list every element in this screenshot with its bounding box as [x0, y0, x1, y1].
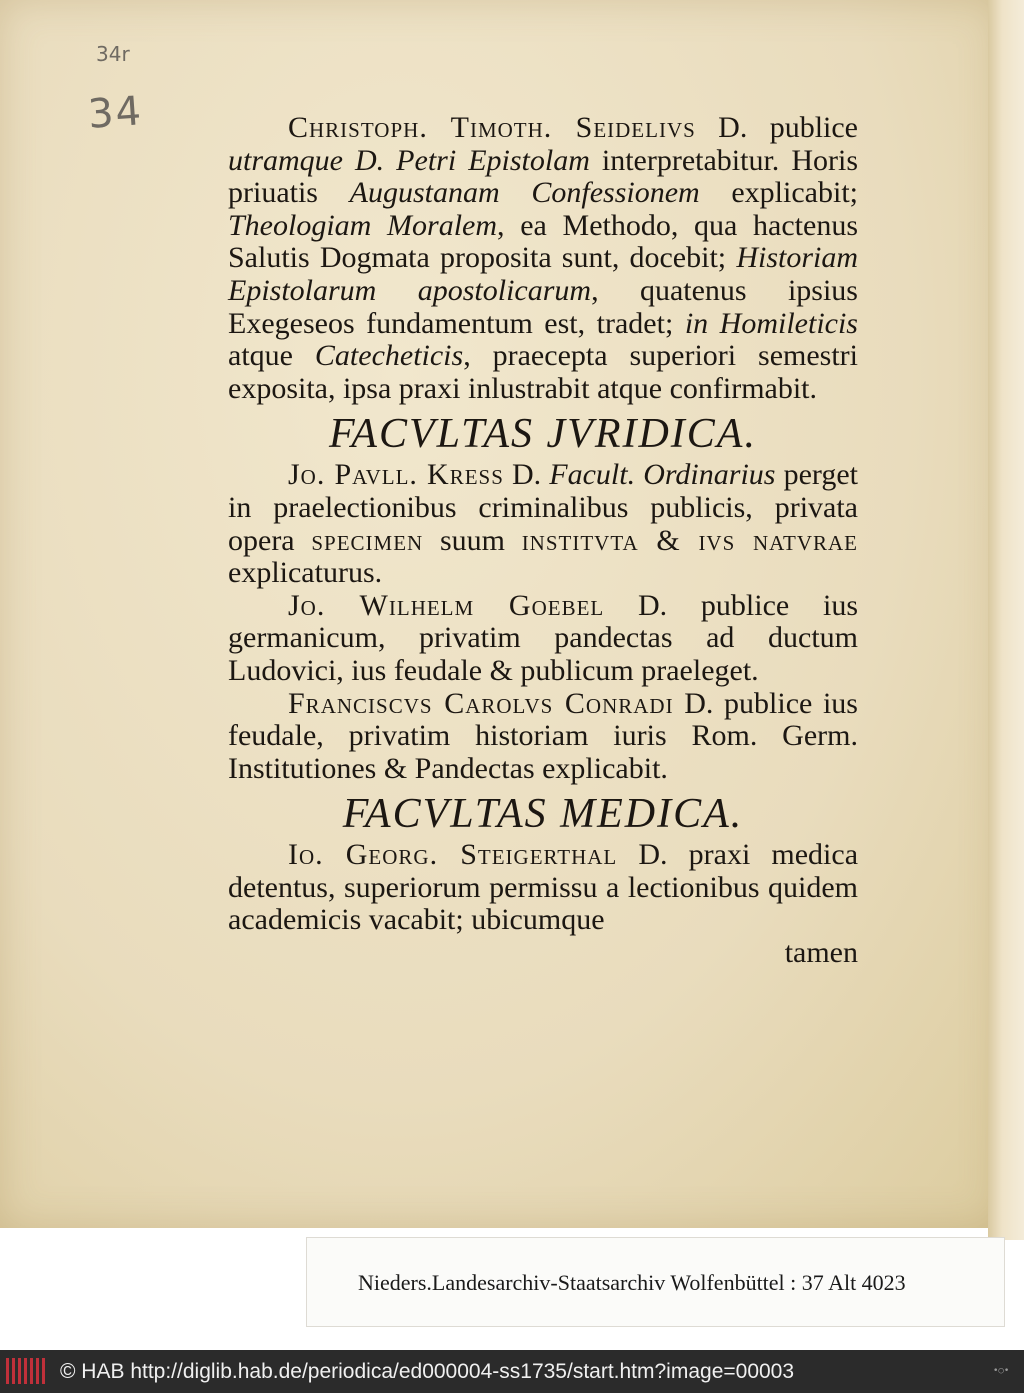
text-run: utramque D. Petri Epistolam — [228, 143, 590, 177]
footer-copyright-link[interactable]: © HAB http://diglib.hab.de/periodica/ed000004-ss1735/start.htm?image=00003 — [60, 1360, 795, 1383]
document-text — [228, 112, 858, 970]
text-run: D. praxi medica detentus, superiorum permissu a lectionibus quidem academicis vacabit; ubicumque — [228, 838, 859, 937]
text-run: D. publice — [695, 111, 858, 144]
page-edge — [988, 0, 1024, 1240]
text-run: Theologiam Moralem — [228, 208, 498, 242]
text-run: Christoph. Timoth. Seidelivs — [288, 111, 696, 144]
text-run: specimen — [311, 523, 424, 557]
text-run: atque — [228, 339, 315, 373]
text-run: institvta & ivs natvrae — [521, 523, 858, 557]
text-run: D. publice ius feudale, privatim historiam iuris Rom. Germ. Institutiones & Pandectas explicabit. — [228, 686, 858, 785]
text-run: interpretabitur. Horis priuatis — [228, 143, 858, 210]
text-run: Historiam Epistolarum apostolicarum — [228, 241, 858, 307]
catchword: tamen — [784, 936, 858, 970]
text-run: Augustanam Confessionem — [349, 176, 700, 210]
barcode-logo-icon — [6, 1358, 46, 1384]
text-run: Jo. Wilhelm Goebel — [288, 588, 605, 622]
pencil-folio-number: 34 — [86, 88, 145, 138]
paragraph-goebel — [228, 590, 858, 688]
heading-faculty-law: FACVLTAS JVRIDICA. — [329, 411, 757, 458]
text-run: Io. Georg. Steigerthal — [288, 838, 618, 872]
paragraph-kress — [228, 459, 858, 589]
paragraph-conradi — [228, 688, 858, 786]
text-run: Catecheticis — [314, 339, 464, 373]
footer-dots: •○• — [993, 1366, 1010, 1376]
text-run: , ea Methodo, qua hactenus Salutis Dogmata proposita sunt, docebit; — [228, 208, 858, 275]
text-run: suum — [423, 523, 522, 557]
paragraph-theology — [228, 112, 858, 405]
text-run: explicaturus. — [228, 556, 383, 590]
text-run: explicabit; — [699, 176, 858, 210]
text-run: Franciscvs Carolvs Conradi — [288, 686, 674, 720]
footer-bar — [0, 1350, 1024, 1393]
text-run: in Homileticis — [684, 306, 858, 340]
archive-label: Nieders.Landesarchiv-Staatsarchiv Wolfenbüttel : 37 Alt 4023 — [358, 1270, 906, 1295]
paragraph-steigerthal — [228, 839, 858, 937]
text-run: Jo. Pavll. Kress — [288, 458, 504, 492]
text-run: D. — [503, 458, 550, 492]
heading-faculty-medicine: FACVLTAS MEDICA. — [342, 791, 744, 838]
text-run: Facult. Ordinarius — [549, 458, 776, 492]
text-run: D. publice ius germanicum, privatim pandectas ad ductum Ludovici, ius feudale & publicum praeleget. — [228, 588, 859, 687]
text-run: perget in praelectionibus criminalibus publicis, privata opera — [228, 458, 858, 557]
pencil-folio-note: 34r — [96, 42, 130, 66]
text-run: , quatenus ipsius Exegeseos fundamentum est, tradet; — [228, 273, 858, 340]
text-run: , praecepta superiori semestri exposita, ipsa praxi inlustrabit atque confirmabit. — [228, 339, 858, 405]
